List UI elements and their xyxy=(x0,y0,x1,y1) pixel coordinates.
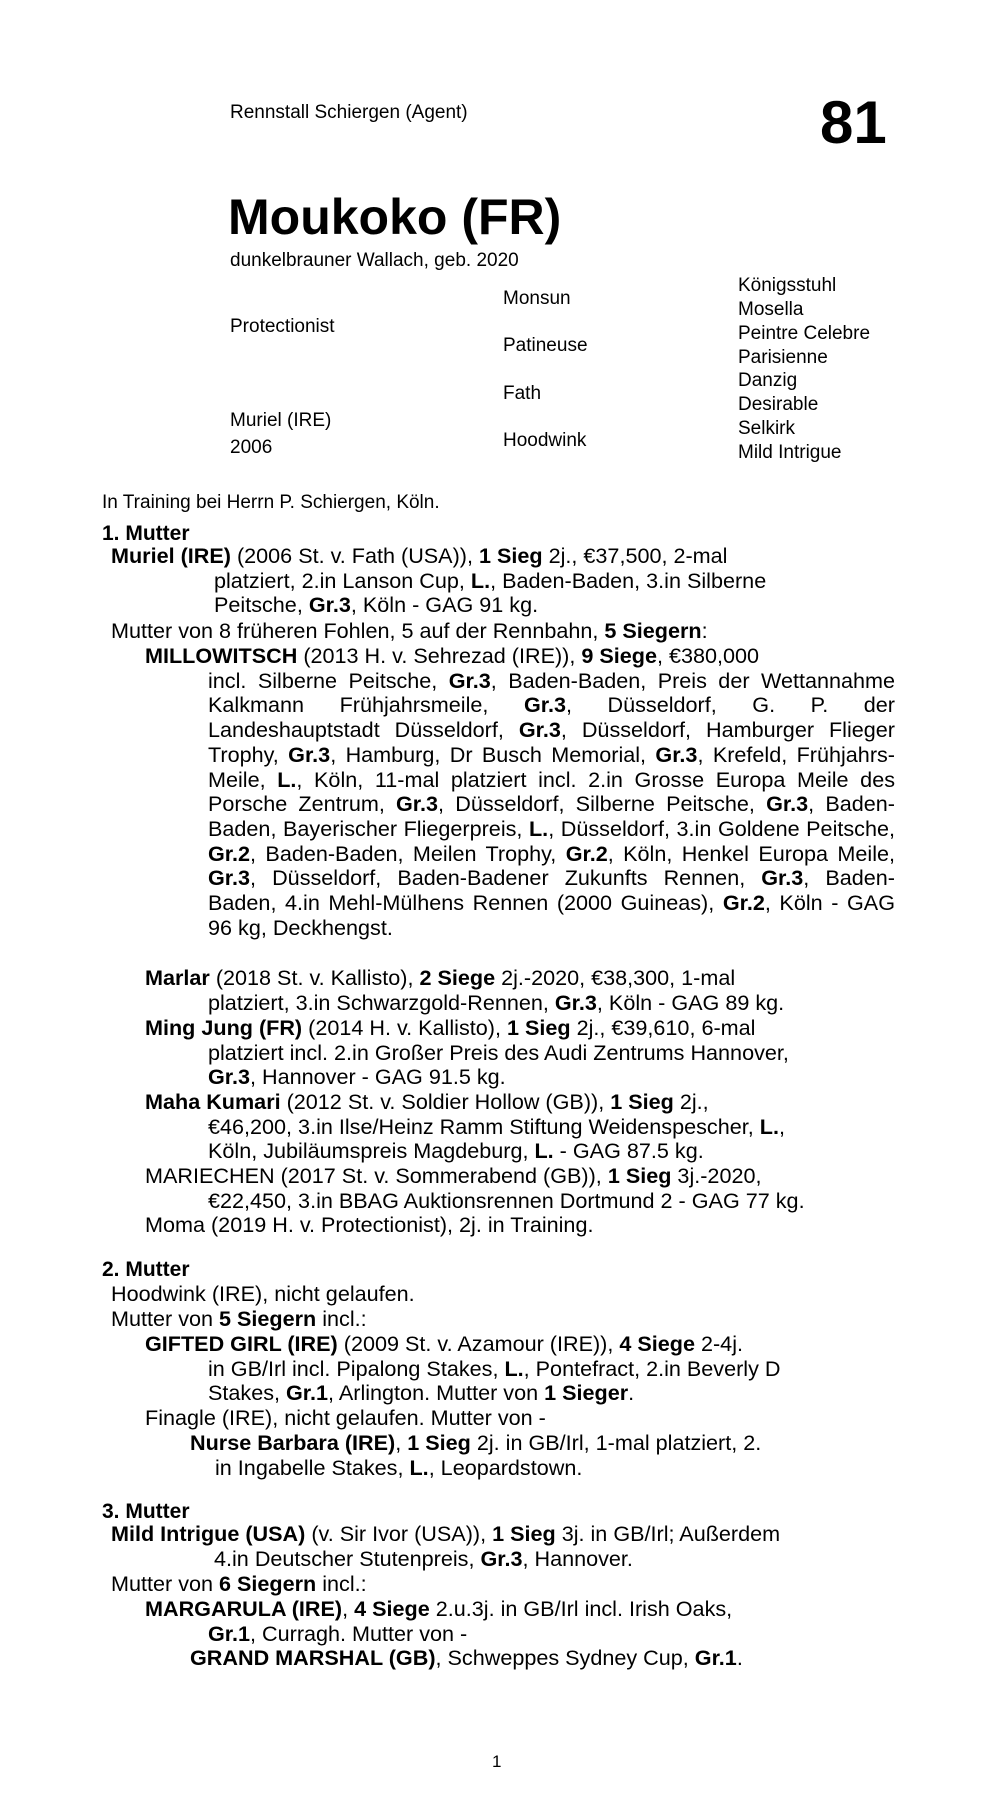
pedigree-gen3-5: Danzig xyxy=(738,370,798,391)
dam-produce-summary: Mutter von 8 früheren Fohlen, 5 auf der Rennbahn, 5 Siegern: xyxy=(111,618,708,643)
dam-entry-muriel: Muriel (IRE) (2006 St. v. Fath (USA)), 1 Sieg 2j., €37,500, 2-mal platziert, 2.in Lanson Cup, L., Baden-Baden, 3.in Silberne Peitsche, Gr.3, Köln - GAG 91 kg. xyxy=(111,543,767,618)
progeny-moma: Moma (2019 H. v. Protectionist), 2j. in Training. xyxy=(145,1212,594,1237)
pedigree-gen3-8: Mild Intrigue xyxy=(738,442,842,463)
second-dam-produce: Mutter von 5 Siegern incl.: xyxy=(111,1306,367,1331)
pedigree-gen2-4: Hoodwink xyxy=(503,430,587,451)
pedigree-sire: Protectionist xyxy=(230,316,335,337)
pedigree-gen3-2: Mosella xyxy=(738,299,804,320)
section-heading-2: 2. Mutter xyxy=(102,1258,190,1281)
stable-name: Rennstall Schiergen (Agent) xyxy=(230,102,468,123)
progeny-maha-kumari: Maha Kumari (2012 St. v. Soldier Hollow (GB)), 1 Sieg 2j., €46,200, 3.in Ilse/Heinz Ramm Stiftung Weidenspescher, L., Köln, Jubiläumspreis Magdeburg, L. - GAG 87.5 kg. xyxy=(145,1089,785,1164)
progeny-grand-marshal: GRAND MARSHAL (GB), Schweppes Sydney Cup, Gr.1. xyxy=(190,1645,743,1670)
progeny-nurse-barbara: Nurse Barbara (IRE), 1 Sieg 2j. in GB/Irl, 1-mal platziert, 2. in Ingabelle Stakes, L., Leopardstown. xyxy=(190,1430,762,1480)
pedigree-dam-year: 2006 xyxy=(230,437,273,458)
pedigree-gen3-7: Selkirk xyxy=(738,418,796,439)
third-dam-produce: Mutter von 6 Siegern incl.: xyxy=(111,1571,367,1596)
pedigree-gen3-3: Peintre Celebre xyxy=(738,323,871,344)
pedigree-gen2-1: Monsun xyxy=(503,288,571,309)
lot-number: 81 xyxy=(820,89,887,156)
progeny-marlar: Marlar (2018 St. v. Kallisto), 2 Siege 2j.-2020, €38,300, 1-mal platziert, 3.in Schwarzgold-Rennen, Gr.3, Köln - GAG 89 kg. xyxy=(145,965,785,1015)
progeny-ming-jung: Ming Jung (FR) (2014 H. v. Kallisto), 1 Sieg 2j., €39,610, 6-mal platziert incl. 2.in Großer Preis des Audi Zentrums Hannover, Gr.3, Hannover - GAG 91.5 kg. xyxy=(145,1015,789,1090)
pedigree-dam: Muriel (IRE) xyxy=(230,410,332,431)
horse-description: dunkelbrauner Wallach, geb. 2020 xyxy=(230,250,519,271)
pedigree-gen2-3: Fath xyxy=(503,383,542,404)
page-number: 1 xyxy=(492,1752,502,1771)
pedigree-gen3-1: Königsstuhl xyxy=(738,275,837,296)
progeny-mariechen: MARIECHEN (2017 St. v. Sommerabend (GB)), 1 Sieg 3j.-2020, €22,450, 3.in BBAG Auktionsrennen Dortmund 2 - GAG 77 kg. xyxy=(145,1163,805,1213)
progeny-millowitsch: MILLOWITSCH (2013 H. v. Sehrezad (IRE)), 9 Siege, €380,000 incl. Silberne Peitsche, Gr.3, Baden-Baden, Preis der Wettannahme Kalkmann Frühjahrsmeile, Gr.3, Düsseldorf, G. P. der Landeshauptstadt Düsseldorf, Gr.3, Düsseldorf, Hamburger Flieger Trophy, Gr.3, Hamburg, Dr Busch Memorial, Gr.3, Krefeld, Frühjahrs-Meile, L., Köln, 11-mal platziert incl. 2.in Grosse Europa Meile des Porsche Zentrum, Gr.3, Düsseldorf, Silberne Peitsche, Gr.3, Baden-Baden, Bayerischer Fliegerpreis, L., Düsseldorf, 3.in Goldene Peitsche, Gr.2, Baden-Baden, Meilen Trophy, Gr.2, Köln, Henkel Europa Meile, Gr.3, Düsseldorf, Baden-Badener Zukunfts Rennen, Gr.3, Baden-Baden, 4.in Mehl-Mülhens Rennen (2000 Guineas), Gr.2, Köln - GAG 96 kg, Deckhengst. xyxy=(145,643,896,940)
progeny-margarula: MARGARULA (IRE), 4 Siege 2.u.3j. in GB/Irl incl. Irish Oaks, Gr.1, Curragh. Mutter von - xyxy=(145,1596,733,1646)
third-dam-entry: Mild Intrigue (USA) (v. Sir Ivor (USA)), 1 Sieg 3j. in GB/Irl; Außerdem 4.in Deutscher Stutenpreis, Gr.3, Hannover. xyxy=(111,1521,781,1571)
section-heading-1: 1. Mutter xyxy=(102,522,190,545)
pedigree-gen2-2: Patineuse xyxy=(503,335,588,356)
pedigree-gen3-4: Parisienne xyxy=(738,347,828,368)
second-dam-entry: Hoodwink (IRE), nicht gelaufen. xyxy=(111,1281,415,1306)
progeny-gifted-girl: GIFTED GIRL (IRE) (2009 St. v. Azamour (IRE)), 4 Siege 2-4j. in GB/Irl incl. Pipalong Stakes, L., Pontefract, 2.in Beverly D Stakes, Gr.1, Arlington. Mutter von 1 Sieger. xyxy=(145,1331,781,1406)
training-note: In Training bei Herrn P. Schiergen, Köln. xyxy=(102,492,440,513)
pedigree-gen3-6: Desirable xyxy=(738,394,819,415)
section-heading-3: 3. Mutter xyxy=(102,1500,190,1523)
progeny-finagle: Finagle (IRE), nicht gelaufen. Mutter von - xyxy=(145,1405,546,1430)
horse-name: Moukoko (FR) xyxy=(228,189,562,245)
